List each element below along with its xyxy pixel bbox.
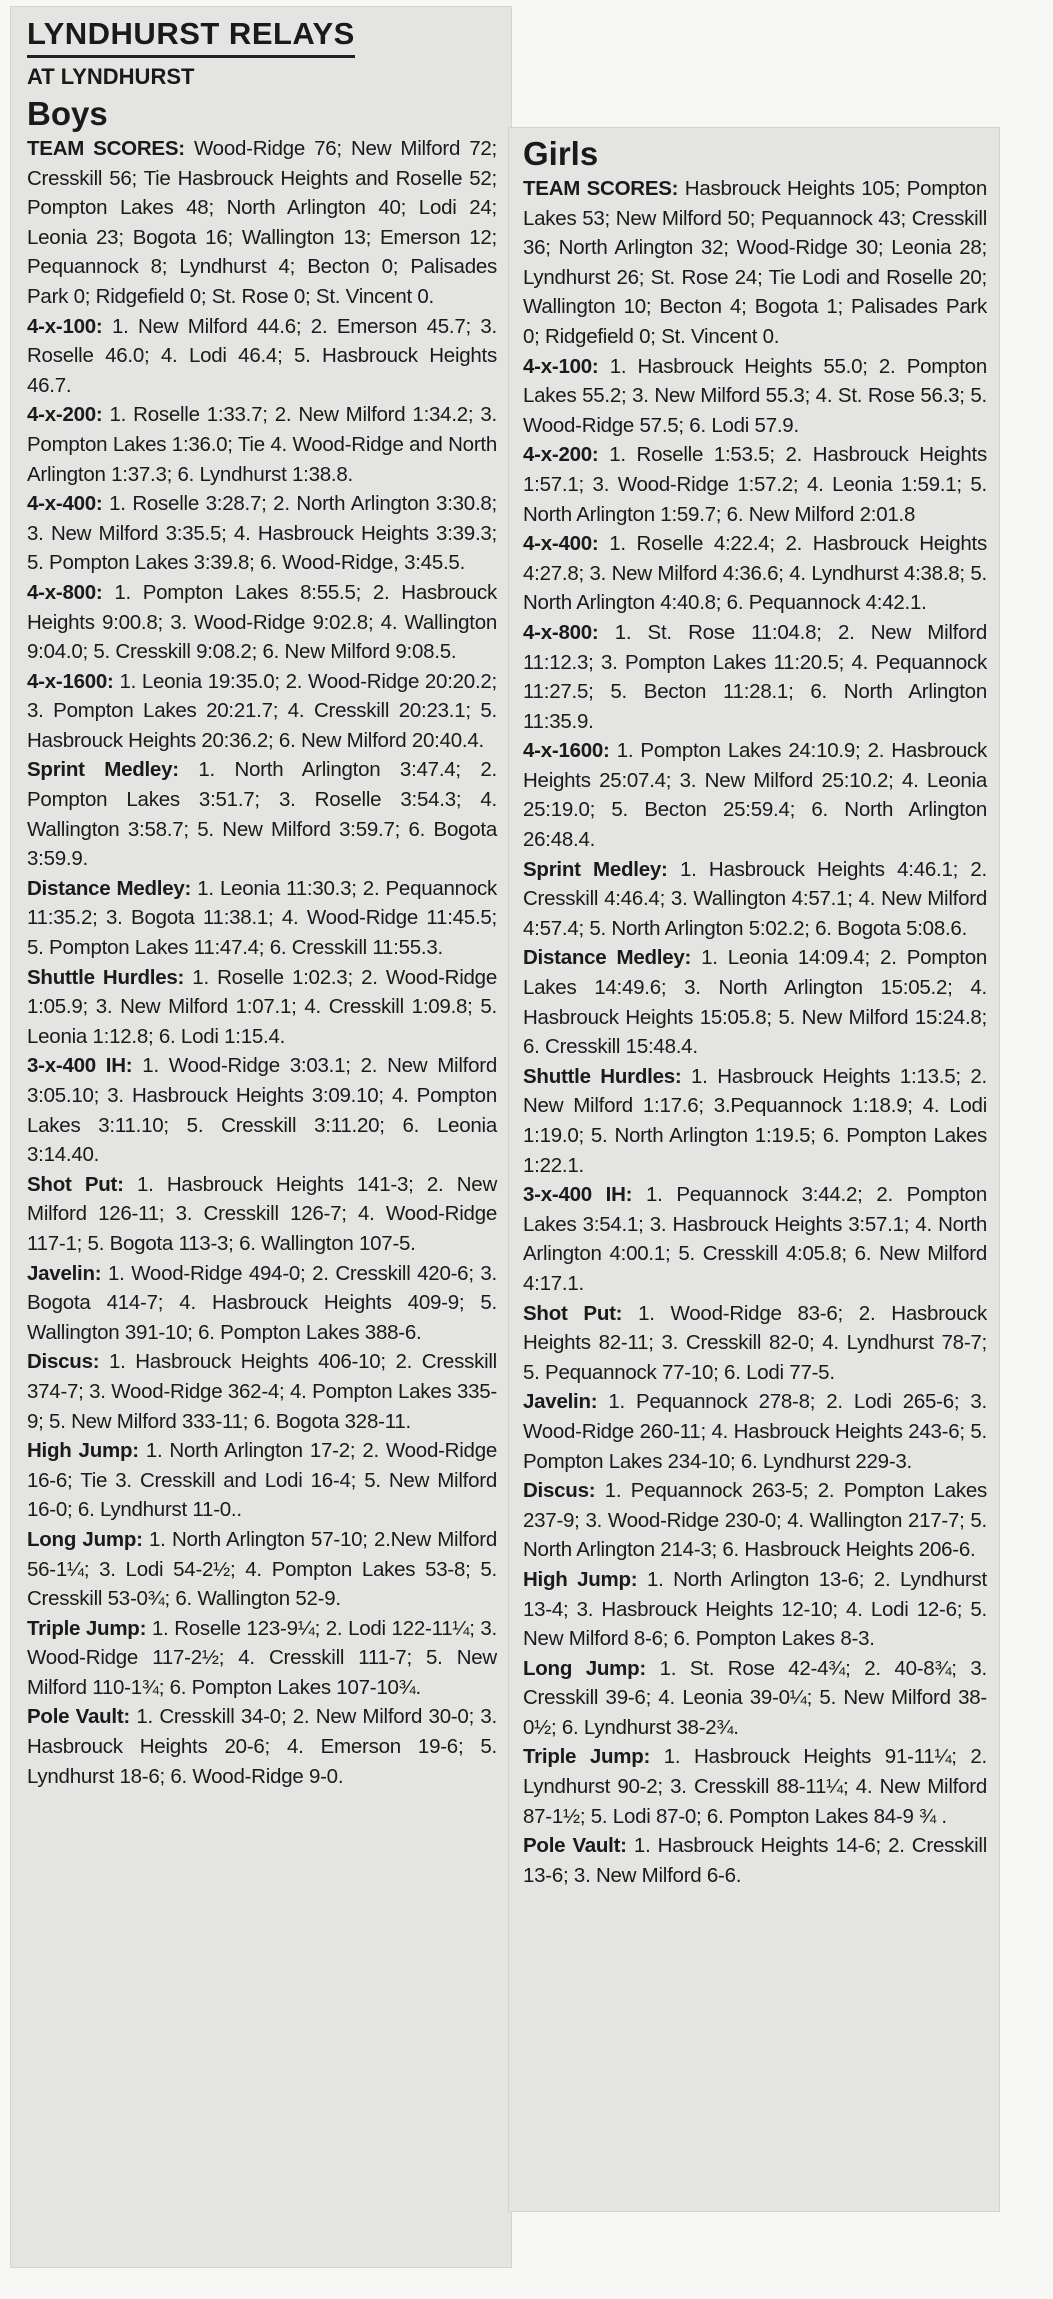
event-results: Hasbrouck Heights 105; Pompton Lakes 53; New Milford 50; Pequannock 43; Cresskill 36; North Arlington 32; Wood-Ridge 30; Leonia 28; Lyndhurst 26; St. Rose 24; Tie Lodi and Roselle 20; Wallington 10; Becton 4; Bogota 1; Palisades Park 0; Ridgefield 0; St. Vincent 0. (523, 177, 987, 348)
boys-results (27, 134, 497, 1791)
event-label: Distance Medley: (27, 876, 192, 900)
event-results: 1. St. Rose 42-4¾; 2. 40-8¾; 3. Cresskill 39-6; 4. Leonia 39-0¼; 5. New Milford 38-0½; 6. Lyndhurst 38-2¾. (523, 1656, 987, 1739)
event-results: 1. North Arlington 17-2; 2. Wood-Ridge 16-6; Tie 3. Cresskill and Lodi 16-4; 5. New Milford 16-0; 6. Lyndhurst 11-0.. (27, 1439, 497, 1522)
event-label: Shot Put: (27, 1172, 124, 1196)
event-label: 3-x-400 IH: (27, 1054, 133, 1078)
event-label: Shot Put: (523, 1301, 623, 1325)
event-results: 1. Leonia 19:35.0; 2. Wood-Ridge 20:20.2; 3. Pompton Lakes 20:21.7; 4. Cresskill 20:23.1; 5. Hasbrouck Heights 20:36.2; 6. New Milford 20:40.4. (27, 669, 497, 752)
event-label: Distance Medley: (523, 946, 692, 970)
event-label: Pole Vault: (523, 1834, 627, 1858)
event-label: TEAM SCORES: (27, 137, 185, 160)
girls-result-team-scores (523, 174, 987, 352)
event-label: 4-x-800: (27, 580, 103, 604)
girls-result-shot-put (523, 1299, 987, 1388)
boys-result-4-x-100 (27, 312, 497, 401)
event-label: Shuttle Hurdles: (523, 1064, 682, 1088)
event-results: 1. Hasbrouck Heights 406-10; 2. Cresskill 374-7; 3. Wood-Ridge 362-4; 4. Pompton Lakes 335-9; 5. New Milford 333-11; 6. Bogota 328-11. (27, 1350, 497, 1433)
girls-result-triple-jump (523, 1742, 987, 1831)
event-results: 1. North Arlington 13-6; 2. Lyndhurst 13-4; 3. Hasbrouck Heights 12-10; 4. Lodi 12-6; 5. New Milford 8-6; 6. Pompton Lakes 8-3. (523, 1567, 987, 1651)
boys-heading: Boys (27, 95, 108, 132)
event-results: 1. Hasbrouck Heights 91-11¼; 2. Lyndhurst 90-2; 3. Cresskill 88-11¼; 4. New Milford 87-1½; 5. Lodi 87-0; 6. Pompton Lakes 84-9 ¾ . (523, 1745, 987, 1828)
boys-result-4-x-800 (27, 578, 497, 667)
event-label: Javelin: (523, 1390, 598, 1414)
event-label: High Jump: (27, 1439, 139, 1463)
event-label: Discus: (523, 1479, 596, 1503)
girls-result-high-jump (523, 1565, 987, 1654)
event-label: TEAM SCORES: (523, 177, 679, 200)
event-results: 1. Leonia 11:30.3; 2. Pequannock 11:35.2; 3. Bogota 11:38.1; 4. Wood-Ridge 11:45.5; 5. Pompton Lakes 11:47.4; 6. Cresskill 11:55.3. (27, 876, 497, 960)
event-results: 1. New Milford 44.6; 2. Emerson 45.7; 3. Roselle 46.0; 4. Lodi 46.4; 5. Hasbrouck Heights 46.7. (27, 314, 497, 397)
boys-result-high-jump (27, 1436, 497, 1525)
boys-result-3-x-400-ih (27, 1051, 497, 1169)
event-results: 1. Roselle 123-9¼; 2. Lodi 122-11¼; 3. Wood-Ridge 117-2½; 4. Cresskill 111-7; 5. New Milford 110-1¾; 6. Pompton Lakes 107-10¾. (27, 1616, 497, 1699)
girls-result-4-x-400 (523, 529, 987, 618)
event-results: 1. Hasbrouck Heights 1:13.5; 2. New Milford 1:17.6; 3.Pequannock 1:18.9; 4. Lodi 1:19.0; 5. North Arlington 1:19.5; 6. Pompton Lakes 1:22.1. (523, 1064, 987, 1177)
event-label: Sprint Medley: (523, 857, 668, 881)
girls-result-4-x-200 (523, 440, 987, 529)
event-results: 1. Cresskill 34-0; 2. New Milford 30-0; 3. Hasbrouck Heights 20-6; 4. Emerson 19-6; 5. Lyndhurst 18-6; 6. Wood-Ridge 9-0. (27, 1705, 497, 1788)
event-results: 1. Pompton Lakes 24:10.9; 2. Hasbrouck Heights 25:07.4; 3. New Milford 25:10.2; 4. Leonia 25:19.0; 5. Becton 25:59.4; 6. North Arlington 26:48.4. (523, 739, 987, 852)
event-results: 1. North Arlington 57-10; 2.New Milford 56-1¼; 3. Lodi 54-2½; 4. Pompton Lakes 53-8; 5. Cresskill 53-0¾; 6. Wallington 52-9. (27, 1527, 497, 1611)
event-label: 4-x-200: (523, 443, 599, 467)
event-results: 1. Hasbrouck Heights 141-3; 2. New Milford 126-11; 3. Cresskill 126-7; 4. Wood-Ridge 117-1; 5. Bogota 113-3; 6. Wallington 107-5. (27, 1172, 497, 1255)
event-label: Pole Vault: (27, 1705, 130, 1729)
event-label: Triple Jump: (27, 1616, 147, 1640)
event-label: Shuttle Hurdles: (27, 965, 185, 989)
event-results: 1. Hasbrouck Heights 14-6; 2. Cresskill 13-6; 3. New Milford 6-6. (523, 1834, 988, 1887)
girls-result-pole-vault (523, 1831, 987, 1890)
event-label: 4-x-400: (27, 492, 103, 516)
event-results: 1. Roselle 1:53.5; 2. Hasbrouck Heights 1:57.1; 3. Wood-Ridge 1:57.2; 4. Leonia 1:59.1; 5. North Arlington 1:59.7; 6. New Milford 2:01.8 (523, 443, 987, 526)
event-label: Discus: (27, 1350, 100, 1374)
girls-heading: Girls (523, 135, 599, 172)
event-results: 1. St. Rose 11:04.8; 2. New Milford 11:12.3; 3. Pompton Lakes 11:20.5; 4. Pequannock 11:27.5; 5. Becton 11:28.1; 6. North Arlington 11:35.9. (523, 620, 987, 733)
event-label: 4-x-100: (523, 354, 599, 378)
event-results: 1. Wood-Ridge 494-0; 2. Cresskill 420-6; 3. Bogota 414-7; 4. Hasbrouck Heights 409-9; 5. Wallington 391-10; 6. Pompton Lakes 388-6. (27, 1261, 497, 1344)
event-results: 1. Roselle 3:28.7; 2. North Arlington 3:30.8; 3. New Milford 3:35.5; 4. Hasbrouck Heights 3:39.3; 5. Pompton Lakes 3:39.8; 6. Wood-Ridge, 3:45.5. (27, 492, 497, 575)
event-results: 1. Wood-Ridge 83-6; 2. Hasbrouck Heights 82-11; 3. Cresskill 82-0; 4. Lyndhurst 78-7; 5. Pequannock 77-10; 6. Lodi 77-5. (523, 1301, 987, 1384)
event-results: 1. Pompton Lakes 8:55.5; 2. Hasbrouck Heights 9:00.8; 3. Wood-Ridge 9:02.8; 4. Wallington 9:04.0; 5. Cresskill 9:08.2; 6. New Milford 9:08.5. (27, 580, 497, 664)
event-label: 4-x-800: (523, 620, 599, 644)
event-label: High Jump: (523, 1567, 638, 1591)
event-label: 3-x-400 IH: (523, 1183, 633, 1207)
event-label: Long Jump: (523, 1656, 646, 1680)
event-label: 4-x-200: (27, 403, 103, 427)
girls-result-discus (523, 1476, 987, 1565)
event-results: 1. North Arlington 3:47.4; 2. Pompton Lakes 3:51.7; 3. Roselle 3:54.3; 4. Wallington 3:58.7; 5. New Milford 3:59.7; 6. Bogota 3:59.9. (27, 758, 497, 871)
article-title: LYNDHURST RELAYS (27, 15, 355, 58)
girls-result-javelin (523, 1387, 987, 1476)
girls-result-4-x-1600 (523, 736, 987, 854)
event-results: 1. Leonia 14:09.4; 2. Pompton Lakes 14:49.6; 3. North Arlington 15:05.2; 4. Hasbrouck Heights 15:05.8; 5. New Milford 15:24.8; 6. Cresskill 15:48.4. (523, 946, 988, 1059)
girls-result-3-x-400-ih (523, 1180, 987, 1298)
boys-clipping (10, 6, 512, 2268)
event-results: 1. Pequannock 278-8; 2. Lodi 265-6; 3. Wood-Ridge 260-11; 4. Hasbrouck Heights 243-6; 5. Pompton Lakes 234-10; 6. Lyndhurst 229-3. (523, 1390, 987, 1473)
boys-result-shuttle-hurdles (27, 963, 497, 1052)
boys-result-team-scores (27, 134, 497, 312)
boys-result-javelin (27, 1259, 497, 1348)
boys-result-4-x-400 (27, 489, 497, 578)
event-label: 4-x-100: (27, 314, 103, 338)
boys-result-sprint-medley (27, 755, 497, 873)
event-results: 1. Roselle 4:22.4; 2. Hasbrouck Heights 4:27.8; 3. New Milford 4:36.6; 4. Lyndhurst 4:38.8; 5. North Arlington 4:40.8; 6. Pequannock 4:42.1. (523, 532, 987, 615)
event-results: 1. Hasbrouck Heights 4:46.1; 2. Cresskill 4:46.4; 3. Wallington 4:57.1; 4. New Milford 4:57.4; 5. North Arlington 5:02.2; 6. Bogota 5:08.6. (523, 857, 987, 940)
event-label: Triple Jump: (523, 1745, 651, 1769)
event-label: Sprint Medley: (27, 758, 179, 782)
event-results: 1. Hasbrouck Heights 55.0; 2. Pompton Lakes 55.2; 3. New Milford 55.3; 4. St. Rose 56.3; 5. Wood-Ridge 57.5; 6. Lodi 57.9. (523, 354, 987, 437)
event-results: 1. Roselle 1:02.3; 2. Wood-Ridge 1:05.9; 3. New Milford 1:07.1; 4. Cresskill 1:09.8; 5. Leonia 1:12.8; 6. Lodi 1:15.4. (27, 965, 497, 1048)
boys-result-discus (27, 1347, 497, 1436)
girls-result-sprint-medley (523, 855, 987, 944)
event-label: 4-x-400: (523, 532, 599, 556)
girls-result-4-x-800 (523, 618, 987, 736)
event-label: Long Jump: (27, 1527, 143, 1551)
event-label: 4-x-1600: (523, 739, 610, 763)
boys-result-4-x-1600 (27, 667, 497, 756)
boys-result-long-jump (27, 1525, 497, 1614)
boys-result-triple-jump (27, 1614, 497, 1703)
event-label: 4-x-1600: (27, 669, 114, 693)
boys-result-pole-vault (27, 1702, 497, 1791)
boys-result-distance-medley (27, 874, 497, 963)
event-results: 1. Pequannock 3:44.2; 2. Pompton Lakes 3:54.1; 3. Hasbrouck Heights 3:57.1; 4. North Arlington 4:00.1; 5. Cresskill 4:05.8; 6. New Milford 4:17.1. (523, 1183, 987, 1295)
boys-result-4-x-200 (27, 400, 497, 489)
event-results: Wood-Ridge 76; New Milford 72; Cresskill 56; Tie Hasbrouck Heights and Roselle 52; Pompton Lakes 48; North Arlington 40; Lodi 24; Leonia 23; Bogota 16; Wallington 13; Emerson 12; Pequannock 8; Lyndhurst 4; Becton 0; Palisades Park 0; Ridgefield 0; St. Rose 0; St. Vincent 0. (27, 137, 497, 308)
girls-results (523, 174, 987, 1890)
event-results: 1. Pequannock 263-5; 2. Pompton Lakes 237-9; 3. Wood-Ridge 230-0; 4. Wallington 217-7; 5. North Arlington 214-3; 6. Hasbrouck Heights 206-6. (523, 1479, 987, 1562)
event-results: 1. Roselle 1:33.7; 2. New Milford 1:34.2; 3. Pompton Lakes 1:36.0; Tie 4. Wood-Ridge and North Arlington 1:37.3; 6. Lyndhurst 1:38.8. (27, 403, 497, 486)
article-location: AT LYNDHURST (27, 64, 195, 89)
event-results: 1. Wood-Ridge 3:03.1; 2. New Milford 3:05.10; 3. Hasbrouck Heights 3:09.10; 4. Pompton Lakes 3:11.10; 5. Cresskill 3:11.20; 6. Leonia 3:14.40. (27, 1054, 497, 1167)
boys-result-shot-put (27, 1170, 497, 1259)
girls-result-long-jump (523, 1654, 987, 1743)
event-label: Javelin: (27, 1261, 102, 1285)
girls-result-4-x-100 (523, 352, 987, 441)
girls-clipping (508, 127, 1000, 2212)
girls-result-shuttle-hurdles (523, 1062, 987, 1180)
girls-result-distance-medley (523, 943, 987, 1061)
